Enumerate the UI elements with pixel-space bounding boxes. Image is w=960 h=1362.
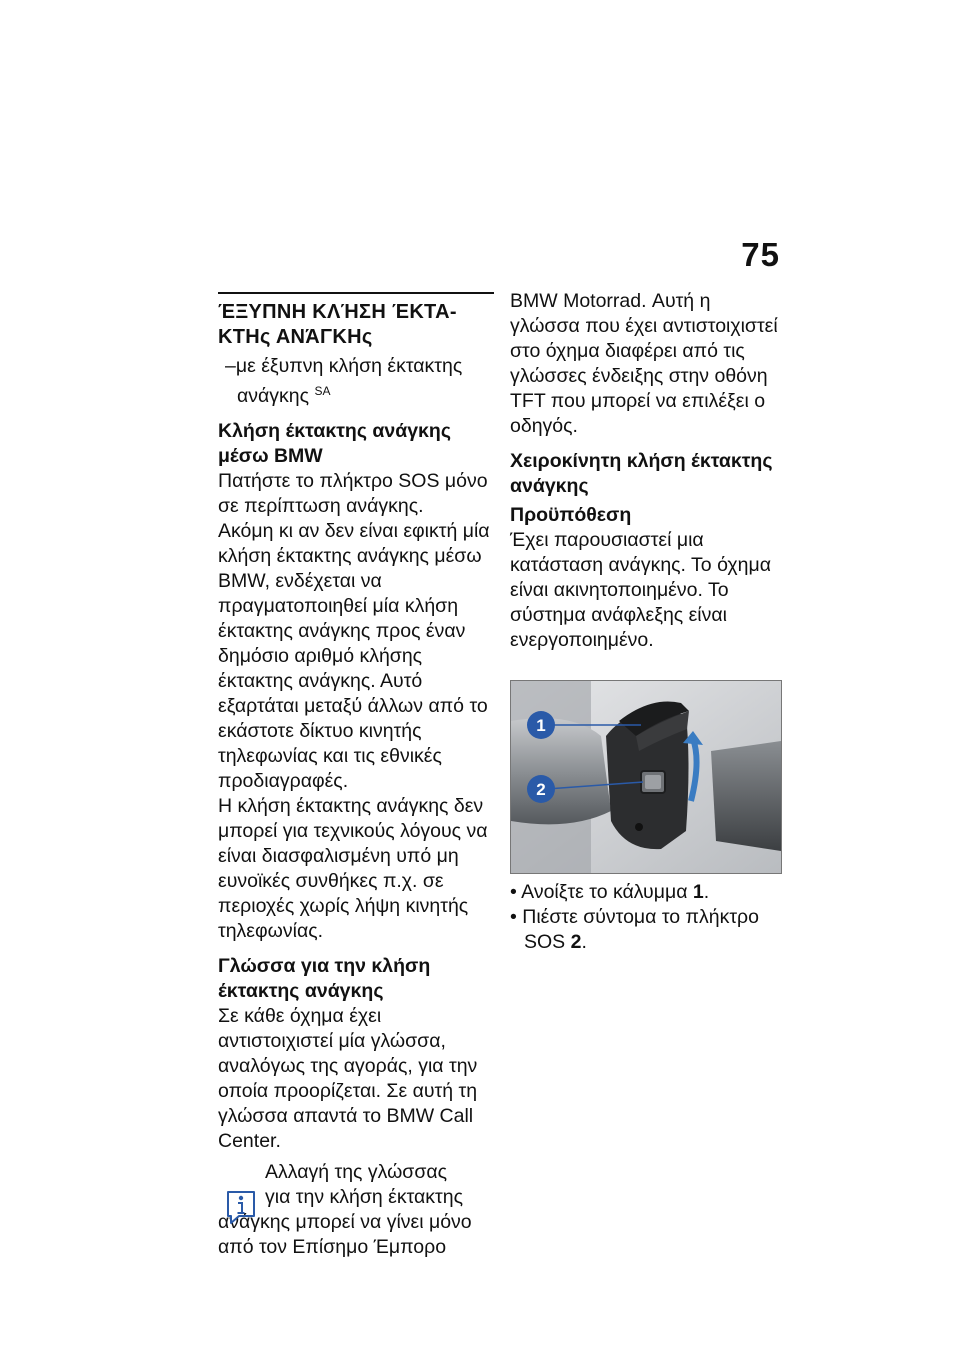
note-line: από τον Επίσημο Έμπορο — [218, 1236, 447, 1258]
info-note-icon — [224, 1188, 258, 1226]
page-number: 75 — [741, 236, 780, 273]
note-line: ανάγκης μπορεί να γίνει μόνο — [218, 1211, 472, 1233]
section-title: Χειροκίνητη κλήση έκτακτης ανάγκης — [510, 450, 773, 497]
steps-list — [510, 880, 782, 955]
right-column — [510, 292, 782, 955]
paragraph: Έχει παρουσιαστεί μια κατάσταση ανάγκης. Το όχημα είναι ακινητοποιημένο. Το σύστημα ανάφλεξης είναι ενεργοποιημένο. — [510, 529, 771, 651]
step-end: . — [581, 931, 587, 953]
paragraph: Πατήστε το πλήκτρο SOS μόνο σε περίπτωση ανάγκης. — [218, 470, 488, 517]
note-line: Αλλαγή της γλώσσας — [265, 1161, 448, 1183]
sa-badge: SA — [314, 384, 331, 398]
paragraph: Η κλήση έκτακτης ανάγκης δεν μπορεί για τεχνικούς λόγους να είναι διασφαλισμένη υπό μη ευνοϊκές συνθήκες π.χ. σε περιοχές χωρίς λήψη κινητής τηλεφωνίας. — [218, 795, 488, 942]
paragraph: Ακόμη κι αν δεν είναι εφικτή μία κλήση έκτακτης ανάγκης μέσω BMW, ενδέχεται να πραγματοποιηθεί μία κλήση έκτακτης ανάγκης προς έναν δημόσιο αριθμό κλήσης έκτακτης ανάγκης. Αυτό εξαρτάται μεταξύ άλλων από το εκάστοτε δίκτυο κινητής τηλεφωνίας και τις εθνικές προδιαγραφές. — [218, 520, 490, 792]
note-line: για την κλήση έκτακτης — [265, 1186, 463, 1208]
chapter-title — [218, 300, 494, 350]
section-title: Κλήση έκτακτης ανάγκης μέσω BMW — [218, 420, 451, 467]
option-note: –με έξυπνη κλήση έκτακτης ανάγκης $^{SA}$ — [225, 355, 463, 407]
chapter-title-line2: ΚΤΗς ΑΝΆΓΚΗς — [218, 326, 373, 348]
section-rule — [218, 292, 494, 294]
handlebar-illustration — [511, 681, 781, 873]
info-note — [218, 1160, 494, 1260]
list-item: • Πιέστε σύντομα το πλήκτρο SOS 2. — [510, 906, 759, 953]
step-ref: 1 — [692, 881, 704, 903]
option-text: με έξυπνη κλήση έκτακτης ανάγκης — [235, 355, 463, 407]
paragraph: BMW Motorrad. Αυτή η γλώσσα που έχει αντιστοιχιστεί στο όχημα διαφέρει από τις γλώσσες ένδειξης στην οθόνη TFT που μπορεί να επιλέξει ο οδηγός. — [510, 290, 778, 437]
callout-1-label: 1 — [536, 716, 546, 735]
handlebar-sos-figure — [510, 680, 782, 874]
step-ref: 2 — [570, 931, 582, 953]
step-end: . — [703, 881, 710, 903]
left-column — [218, 292, 494, 1260]
list-item: • Ανοίξτε το κάλυμμα 1. — [510, 881, 710, 903]
step-text: Ανοίξτε το κάλυμμα — [521, 881, 693, 903]
step-text: Πιέστε σύντομα το πλήκτρο SOS — [522, 906, 759, 953]
chapter-title-line1: ΈΞΥΠΝΗ ΚΛΉΣΗ ΈΚΤΑ- — [218, 301, 457, 323]
section-title: Γλώσσα για την κλήση έκτακτης ανάγκης — [218, 955, 431, 1002]
prerequisite-title: Προϋπόθεση — [510, 504, 632, 526]
paragraph: Σε κάθε όχημα έχει αντιστοιχιστεί μία γλώσσα, αναλόγως της αγοράς, για την οποία προορίζεται. Σε αυτή τη γλώσσα απαντά το BMW Call Center. — [218, 1005, 478, 1152]
callout-2-label: 2 — [536, 780, 546, 799]
